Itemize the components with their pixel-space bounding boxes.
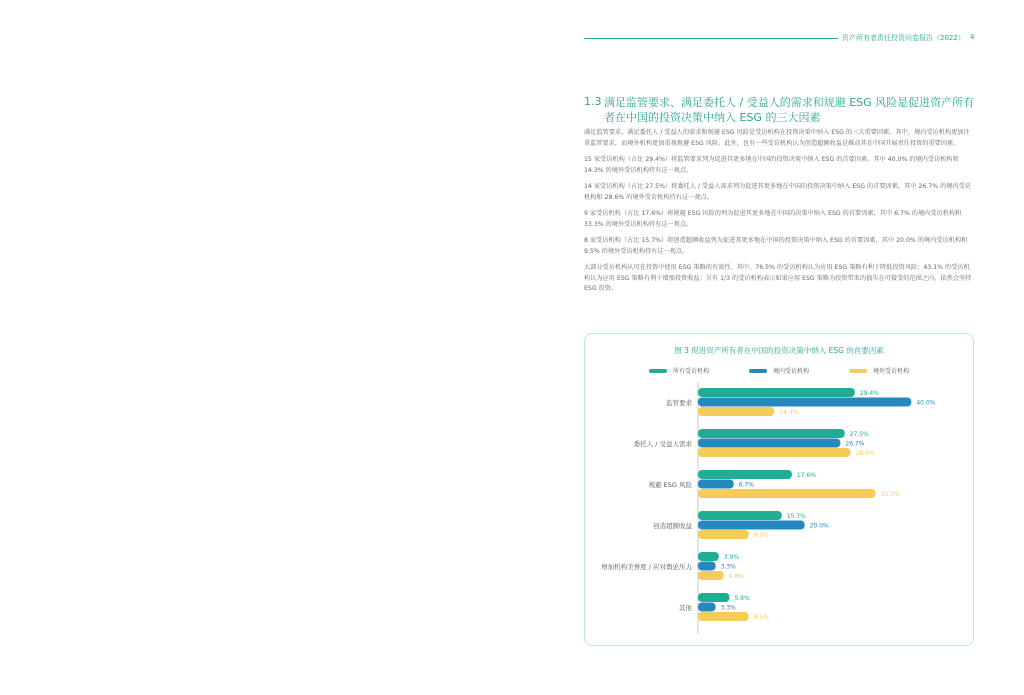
bar: [698, 429, 845, 438]
data-label: 28.6%: [855, 450, 875, 457]
paragraph: 大部分受访机构认可在投资中使用 ESG 策略的有效性。其中，76.5% 的受访机构认为应用 ESG 策略有利于降低投资风险；43.1% 的受访机构认为应用 ESG 策略有利于增加投资收益；另有 1/3 的受访机构表示如果应用 ESG 策略为投资带来的损失在可接受的范围之内，依然会坚持 ESG 投资。: [584, 264, 972, 292]
header-rule: [584, 38, 838, 39]
bar: [698, 552, 719, 561]
bar: [698, 480, 734, 489]
bar: [698, 511, 782, 520]
data-label: 15.7%: [786, 513, 806, 520]
bar: [698, 571, 724, 580]
data-label: 20.0%: [809, 522, 829, 530]
bar: [698, 593, 729, 602]
data-label: 6.7%: [738, 481, 754, 489]
bar: [698, 562, 716, 571]
category-label: 其他: [679, 603, 692, 612]
data-label: 26.7%: [845, 440, 865, 448]
data-label: 5.9%: [734, 595, 750, 602]
data-label: 9.5%: [753, 532, 769, 539]
paragraph: 满足监管要求、满足委托人 / 受益人的需求和规避 ESG 风险是受访机构在投资决策中纳入 ESG 的三大重要因素。其中，境内受访机构更加注重监管要求，而境外机构更加重视规避 ESG 风险。此外，也有一些受访机构认为创造超额收益是推动其在中国开展责任投资的重要因素。: [584, 129, 970, 147]
legend-item-overseas: [849, 366, 909, 375]
legend-label: 所有受访机构: [672, 368, 709, 375]
bar: [698, 489, 876, 498]
legend-label: 境内受访机构: [772, 368, 809, 375]
paragraph: 14 家受访机构（占比 27.5%）将委托人 / 受益人需求列为促进其更多地在中国的投资决策中纳入 ESG 的首要因素，其中 26.7% 的境内受访机构和 28.6% 的境外受访机构持有这一观点。: [584, 183, 972, 201]
section-number: 1.3: [584, 95, 602, 108]
category-label: 监管要求: [666, 398, 692, 407]
legend-swatch: [649, 369, 667, 373]
data-label: 17.6%: [796, 472, 816, 479]
section-title: 满足监管要求、满足委托人 / 受益人的需求和规避 ESG 风险是促进资产所有者在中国的投资决策中纳入 ESG 的三大因素: [604, 96, 975, 124]
paragraph: 15 家受访机构（占比 29.4%）将监管要求列为促进其更多地在中国的投资决策中纳入 ESG 的首要因素。其中 40.0% 的境内受访机构和 14.3% 的境外受访机构持有这一观点。: [584, 156, 959, 174]
bar: [698, 530, 749, 539]
data-label: 3.9%: [723, 554, 740, 561]
paragraph: 8 家受访机构（占比 15.7%）将创造超额收益列为促进其更多地在中国的投资决策中纳入 ESG 的首要因素，其中 20.0% 的境内受访机构和 9.5% 的境外受访机构持有这一观点。: [584, 237, 968, 255]
data-label: 14.3%: [779, 409, 799, 416]
legend-item-domestic: [749, 366, 809, 375]
bar: [698, 448, 851, 457]
data-label: 29.4%: [859, 390, 879, 397]
data-label: 27.5%: [849, 431, 869, 438]
legend-swatch: [849, 369, 867, 373]
data-label: 3.3%: [720, 604, 736, 612]
bar: [698, 388, 855, 397]
legend-label: 境外受访机构: [873, 368, 910, 375]
data-label: 40.0%: [916, 399, 936, 407]
bar: [698, 398, 911, 407]
bar: [698, 407, 774, 416]
data-label: 33.3%: [880, 491, 900, 498]
category-label: 创造超额收益: [653, 521, 692, 530]
chart-legend: [585, 366, 973, 375]
legend-swatch: [749, 369, 767, 373]
chart-title: 图 3 促进资产所有者在中国的投资决策中纳入 ESG 的首要因素: [674, 346, 884, 355]
bar: [698, 439, 840, 448]
body-text: [584, 128, 974, 301]
chart-figure: [584, 333, 974, 646]
bar: [698, 521, 805, 530]
data-label: 4.8%: [728, 573, 744, 580]
bar: [698, 603, 716, 612]
category-label: 规避 ESG 风险: [648, 480, 692, 489]
bar-chart: [585, 382, 973, 662]
bar: [698, 612, 749, 621]
paragraph: 9 家受访机构（占比 17.6%）将规避 ESG 风险的列为促进其更多地在中国的决策中纳入 ESG 的首要因素，其中 6.7% 的境内受访机构和 33.3% 的境外受访机构持有这一观点。: [584, 210, 962, 228]
running-header: 资产所有者责任投资问卷报告（2022）: [842, 34, 965, 42]
category-label: 增加机构美誉度 / 应对舆论压力: [601, 562, 692, 571]
legend-item-all: [649, 366, 709, 375]
data-label: 9.5%: [753, 614, 769, 621]
page-number: 4: [970, 33, 975, 41]
data-label: 3.3%: [720, 563, 736, 571]
category-label: 委托人 / 受益人需求: [633, 439, 692, 448]
bar: [698, 470, 792, 479]
